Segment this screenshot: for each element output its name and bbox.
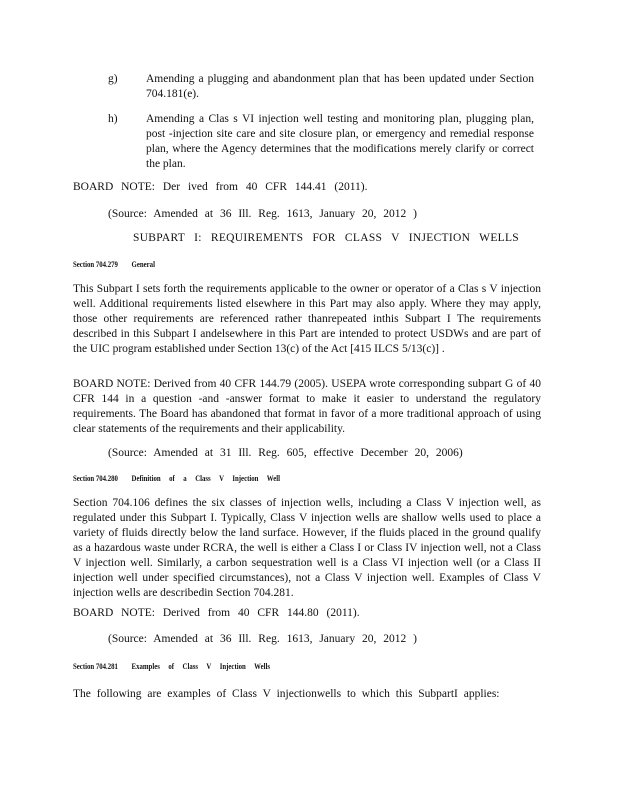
list-marker: g) <box>108 73 118 85</box>
paragraph-704-281: The following are examples of Class V injectionwells to which this SubpartI applies: <box>73 688 500 700</box>
paragraph-704-279: This Subpart I sets forth the requirements applicable to the owner or operator of a Clas s V injection well. Additional requirements listed elsewhere in this Part may also apply. Where they may apply, those other requirements are referenced rather thanrepeated inthis Subpart I The requirements described in this Subpart I andelsewhere in this Part are intended to protect USDWs and are part of the UIC program established under Section 13(c) of the Act [415 ILCS 5/13(c)] . <box>73 283 541 355</box>
section-heading-704-279 <box>73 260 155 269</box>
board-note-704-279: BOARD NOTE: Derived from 40 CFR 144.79 (2005). USEPA wrote corresponding subpart G of 40 CFR 144 in a question -and -answer format to make it easier to understand the regulatory requirements. The Board has abandoned that format in favor of a more traditional approach of using clear statements of the requirements and their applicability. <box>73 378 541 435</box>
source-note-704-279: (Source: Amended at 31 Ill. Reg. 605, effective December 20, 2006) <box>108 447 463 459</box>
section-heading-704-281 <box>73 662 270 671</box>
paragraph-704-280: Section 704.106 defines the six classes of injection wells, including a Class V injection well, as regulated under this Subpart I. Typically, Class V injection wells are shallow wells used to place a variety of fluids directly below the land surface. However, if the fluids placed in the ground qualify as a hazardous waste under RCRA, the well is either a Class I or Class IV injection well, not a Class V injection well. Similarly, a carbon sequestration well is a Class VI injection well (or a Class II injection well under specified circumstances), not a Class V injection well. Examples of Class V injection wells are describedin Section 704.281. <box>73 497 541 599</box>
list-marker: h) <box>108 113 118 125</box>
section-title: Examples of Class V Injection Wells <box>131 662 271 671</box>
list-item-text: Amending a plugging and abandonment plan that has been updated under Section 704.181(e). <box>146 73 534 100</box>
source-note-704-278: (Source: Amended at 36 Ill. Reg. 1613, January 20, 2012 ) <box>108 208 417 220</box>
section-number: Section 704.280 <box>73 474 118 483</box>
section-number: Section 704.279 <box>73 260 118 269</box>
subpart-title: SUBPART I: REQUIREMENTS FOR CLASS V INJECTION WELLS <box>133 232 520 244</box>
list-item-text: Amending a Clas s VI injection well testing and monitoring plan, plugging plan, post -injection site care and site closure plan, or emergency and remedial response plan, where the Agency determines that the modifications merely clarify or correct the plan. <box>146 113 534 170</box>
section-heading-704-280 <box>73 474 280 483</box>
board-note-704-280: BOARD NOTE: Derived from 40 CFR 144.80 (2011). <box>73 607 360 619</box>
section-number: Section 704.281 <box>73 662 118 671</box>
board-note-704-278: BOARD NOTE: Der ived from 40 CFR 144.41 (2011). <box>73 181 368 193</box>
section-title: General <box>131 260 155 269</box>
section-title: Definition of a Class V Injection Well <box>131 474 281 483</box>
source-note-704-280: (Source: Amended at 36 Ill. Reg. 1613, January 20, 2012 ) <box>108 633 417 645</box>
